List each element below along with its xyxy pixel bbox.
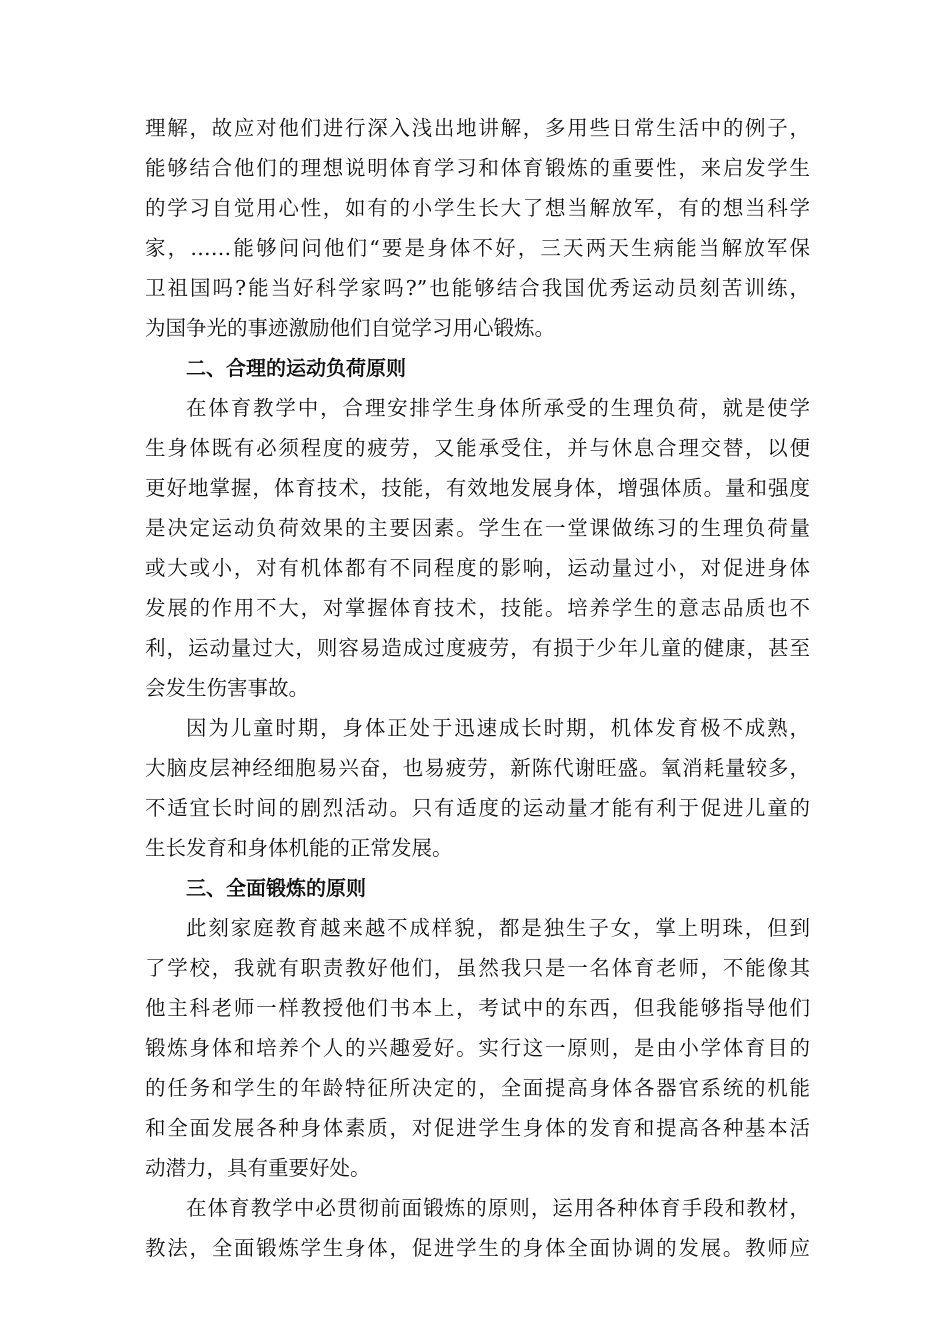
text-line: 的学习自觉用心性，如有的小学生长大了想当解放军，有的想当科学 — [145, 196, 810, 220]
text-line: 能够结合他们的理想说明体育学习和体育锻炼的重要性，来启发学生 — [145, 156, 810, 180]
paragraph — [145, 1188, 810, 1268]
text-line: 家，……能够问问他们“要是身体不好，三天两天生病能当解放军保 — [145, 236, 810, 260]
text-line: 在体育教学中必贯彻前面锻炼的原则，运用各种体育手段和教材， — [186, 1196, 810, 1220]
paragraph — [145, 108, 810, 348]
text-line: 此刻家庭教育越来越不成样貌，都是独生子女，掌上明珠，但到 — [186, 916, 810, 940]
text-line: 发展的作用不大，对掌握体育技术，技能。培养学生的意志品质也不 — [145, 596, 810, 620]
text-line: 他主科老师一样教授他们书本上，考试中的东西，但我能够指导他们 — [145, 996, 810, 1020]
text-line: 因为儿童时期，身体正处于迅速成长时期，机体发育极不成熟， — [186, 716, 810, 740]
text-line: 更好地掌握，体育技术，技能，有效地发展身体，增强体质。量和强度 — [145, 476, 810, 500]
text-line: 会发生伤害事故。 — [145, 676, 309, 700]
document-page — [145, 108, 810, 1268]
text-line: 卫祖国吗?能当好科学家吗?”也能够结合我国优秀运动员刻苦训练， — [145, 276, 810, 300]
text-line: 在体育教学中，合理安排学生身体所承受的生理负荷，就是使学 — [186, 396, 810, 420]
text-line: 理解，故应对他们进行深入浅出地讲解，多用些日常生活中的例子， — [145, 116, 810, 140]
text-line: 或大或小，对有机体都有不同程度的影响，运动量过小，对促进身体 — [145, 556, 810, 580]
text-line: 生身体既有必须程度的疲劳，又能承受住，并与休息合理交替，以便 — [145, 436, 810, 460]
section-heading: 三、全面锻炼的原则 — [186, 876, 366, 900]
paragraph — [145, 708, 810, 868]
paragraph — [145, 388, 810, 708]
section-heading: 二、合理的运动负荷原则 — [186, 356, 406, 380]
text-line: 锻炼身体和培养个人的兴趣爱好。实行这一原则，是由小学体育目的 — [145, 1036, 810, 1060]
paragraph — [145, 908, 810, 1188]
text-line: 动潜力，具有重要好处。 — [145, 1156, 371, 1180]
text-line: 的任务和学生的年龄特征所决定的，全面提高身体各器官系统的机能 — [145, 1076, 810, 1100]
text-line: 和全面发展各种身体素质，对促进学生身体的发育和提高各种基本活 — [145, 1116, 810, 1140]
text-line: 教法，全面锻炼学生身体，促进学生的身体全面协调的发展。教师应 — [145, 1236, 810, 1260]
text-line: 了学校，我就有职责教好他们，虽然我只是一名体育老师，不能像其 — [145, 956, 810, 980]
text-line: 为国争光的事迹激励他们自觉学习用心锻炼。 — [145, 316, 555, 340]
text-line: 生长发育和身体机能的正常发展。 — [145, 836, 453, 860]
text-line: 是决定运动负荷效果的主要因素。学生在一堂课做练习的生理负荷量 — [145, 516, 810, 540]
text-line: 大脑皮层神经细胞易兴奋，也易疲劳，新陈代谢旺盛。氧消耗量较多， — [145, 756, 810, 780]
text-line: 不适宜长时间的剧烈活动。只有适度的运动量才能有利于促进儿童的 — [145, 796, 810, 820]
text-line: 利，运动量过大，则容易造成过度疲劳，有损于少年儿童的健康，甚至 — [145, 636, 810, 660]
